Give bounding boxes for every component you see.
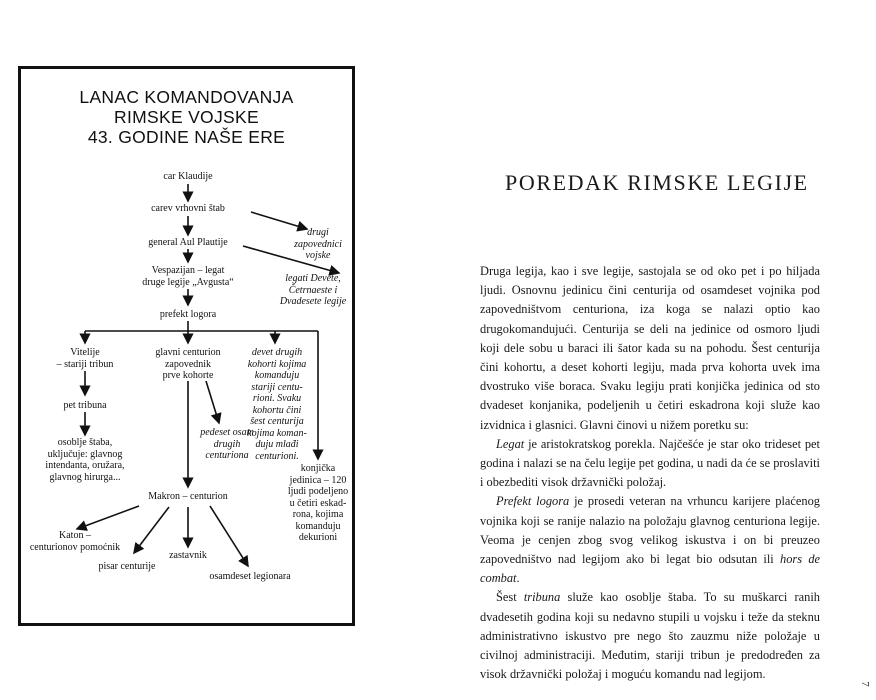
node-tribune-senior — [43, 347, 127, 370]
node-five-tribunes: pet tribuna — [63, 400, 107, 411]
staff-officers-l4: glavnog hirurga... — [49, 471, 121, 483]
chief-l1: glavni centurion — [155, 347, 221, 358]
other-commanders-l2: zapovednici — [294, 238, 342, 250]
diagram-title-line-3: 43. GODINE NAŠE ERE — [87, 127, 286, 147]
arrow-macro-clerk — [134, 507, 169, 553]
paragraph-3-run-4: . — [516, 571, 520, 586]
paragraph-4 — [480, 588, 820, 684]
paragraph-4-run-1: Šest — [496, 590, 524, 605]
node-standard-bearer: zastavnik — [169, 550, 207, 561]
vespasian-l2: druge legije „Avgusta“ — [142, 276, 234, 288]
cohorts-l8: kojima koman- — [247, 427, 307, 439]
cohorts-l6: kohortu čini — [252, 404, 302, 416]
cato-l2: centurionov pomoćnik — [29, 541, 121, 553]
chief-l2: zapovednik — [164, 358, 212, 370]
node-clerk: pisar centurije — [98, 561, 156, 572]
node-other-commanders — [283, 227, 353, 262]
paragraph-2-run-1: Legat — [496, 436, 525, 451]
node-chief-centurion — [143, 347, 233, 382]
cohorts-l9: duju mlađi — [255, 439, 299, 450]
cavalry-l1: konjička — [300, 463, 336, 474]
legates-l3: Dvadesete legije — [279, 296, 347, 307]
diagram-title-line-2: RIMSKE VOJSKE — [114, 107, 259, 127]
cohorts-l4: stariji centu- — [251, 381, 303, 393]
paragraph-2 — [480, 435, 820, 493]
paragraph-1 — [480, 262, 820, 435]
paragraph-3 — [480, 492, 820, 588]
cato-l1: Katon – — [59, 530, 91, 541]
chain-of-command-diagram — [18, 66, 355, 626]
cavalry-l5: rona, kojima — [292, 509, 344, 520]
arrow-macro-cato — [77, 506, 139, 529]
node-fifty-eight — [187, 427, 267, 462]
staff-officers-l3: intendanta, oružara, — [45, 460, 125, 471]
paragraph-2-run-2: je aristokratskog porekla. Najčešće je star oko trideset pet godina i nalazi se na čelu legije pet godina, u nadi da će se proslaviti i obezbediti visok državnički položaj. — [480, 436, 820, 490]
paragraph-4-run-3: služe kao osoblje štaba. To su muškarci ranih dvadesetih godina koji su nedavno stupili u vojsku i teže da steknu administrativno iskustvo pre nego što zauzmu niže položaje u civilnoj administraciji. Međutim, stariji tribun je predodređen za visok državnički položaj i moguću komandu nad legijom. — [480, 590, 820, 682]
cohorts-l1: devet drugih — [251, 347, 303, 358]
tribune-senior-l1: Vitelije — [70, 347, 100, 358]
cavalry-l7: dekurioni — [298, 532, 338, 543]
cavalry-l6: komanduju — [295, 520, 341, 532]
paragraph-4-run-2: tribuna — [523, 590, 561, 605]
other-commanders-l3: vojske — [305, 250, 331, 261]
arrow-chief-fiftyeight — [206, 381, 219, 423]
node-cato — [19, 530, 131, 553]
cavalry-l2: jedinica – 120 — [289, 474, 347, 486]
node-vespasian — [123, 265, 253, 288]
legates-l2: Četrnaeste i — [288, 284, 338, 296]
node-macro: Makron – centurion — [148, 491, 228, 502]
body-text — [480, 262, 820, 684]
paragraph-3-run-1: Prefekt logora — [496, 494, 570, 509]
node-cavalry — [279, 463, 357, 544]
node-claudius: car Klaudije — [163, 171, 213, 182]
legates-l1: legati Devete, — [285, 273, 341, 284]
cohorts-l3: komanduju — [254, 370, 300, 381]
cohorts-l10: centurioni. — [255, 450, 299, 462]
node-plautius: general Aul Plautije — [148, 237, 228, 248]
vespasian-l1: Vespazijan – legat — [151, 265, 225, 276]
node-staff-officers — [29, 437, 141, 483]
page-number: 7 — [858, 681, 871, 687]
cohorts-l5: rioni. Svaku — [252, 393, 302, 404]
staff-officers-l1: osoblje štaba, — [57, 437, 113, 448]
paragraph-3-run-3: hors de combat — [480, 552, 821, 586]
paragraph-1-run-1: Druga legija, kao i sve legije, sastojala se od oko pet i po hiljada ljudi. Osnovnu jedinicu čini centurija od osamdeset vojnika pod zapovedništvom centuriona, iza koga se nalazi optio kao drugokomandujući. Centurija se deli na jedinice od osmoro ljudi koji dele sobu u baraci ili šator kada su na pohodu. Šest centurija čini kohortu, a deset kohorti legiju, mada prva kohorta uvek ima dvostruko više boraca. Svaku legiju prati konjička jedinica od sto dvadeset konjanika, podeljenih u četiri eskadrona koji služe kao izvidnica i glasnici. Glavni činovi u nižem poretku su: — [480, 264, 820, 432]
node-legionaries: osamdeset legionara — [209, 571, 291, 582]
fifty-eight-l2: drugih — [213, 438, 241, 450]
cavalry-l4: u četiri eskad- — [289, 497, 347, 509]
chief-l3: prve kohorte — [162, 370, 214, 381]
fifty-eight-l1: pedeset osam — [200, 427, 254, 438]
paragraph-3-run-2: je prosedi veteran na vrhuncu karijere plaćenog vojnika koji se ranije nalazio na položaju glavnog centuriona legije. Veoma je cenjen zbog svog velikog iskustva i on bi preuzeo zapovedništvo nad legijom ako bi legat bio odsutan ili — [480, 494, 820, 567]
staff-officers-l2: uključuje: glavnog — [47, 448, 123, 460]
tribune-senior-l2: – stariji tribun — [56, 358, 114, 370]
node-legates-other — [269, 273, 357, 308]
diagram-title-line-1: LANAC KOMANDOVANJA — [79, 87, 294, 107]
node-prefect: prefekt logora — [159, 309, 217, 320]
node-staff: carev vrhovni štab — [151, 203, 225, 214]
cavalry-l3: ljudi podeljeno — [287, 486, 349, 497]
fifty-eight-l3: centuriona — [205, 450, 249, 461]
page-title: POREDAK RIMSKE LEGIJE — [505, 170, 809, 195]
cohorts-l2: kohorti kojima — [247, 358, 307, 370]
other-commanders-l1: drugi — [307, 227, 329, 238]
cohorts-l7: šest centurija — [250, 416, 304, 427]
